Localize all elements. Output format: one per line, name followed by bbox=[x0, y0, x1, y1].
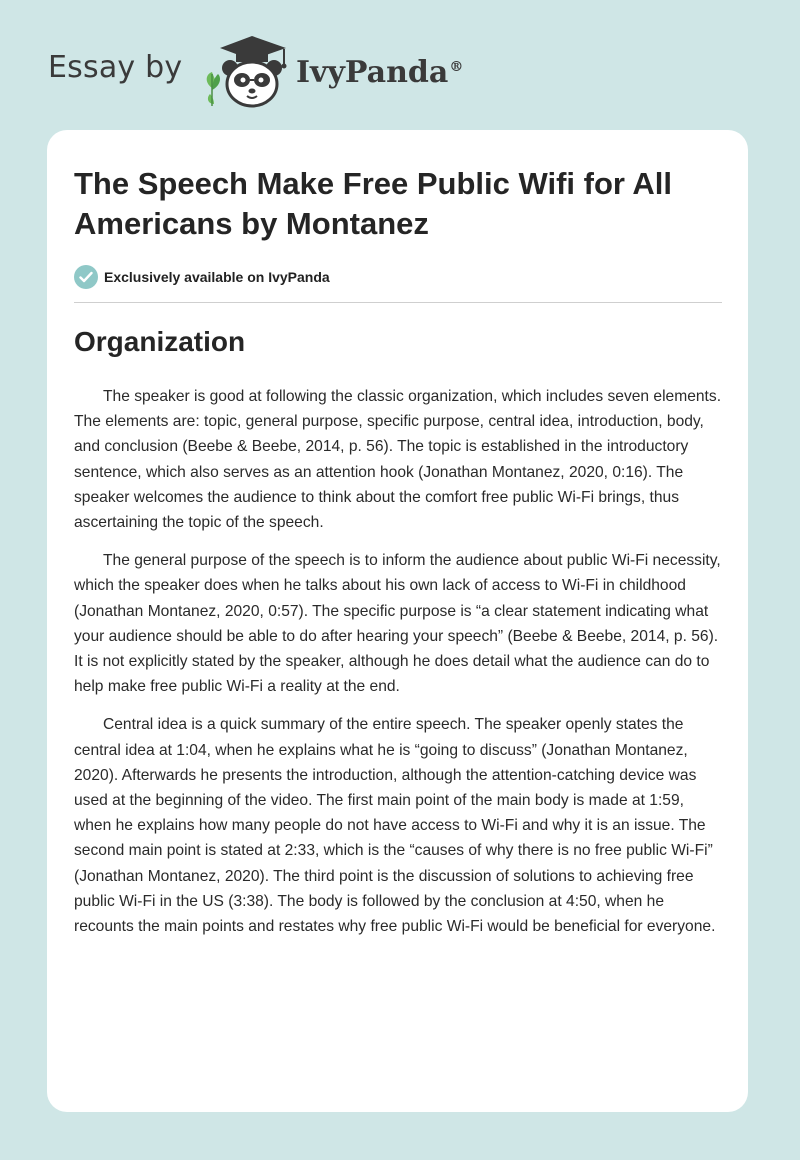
ivy-leaf-icon bbox=[207, 72, 220, 106]
paragraph: The speaker is good at following the classic organization, which includes seven elements. The elements are: topic, general purpose, specific purpose, central idea, introduction, body, and conclusion (Beebe & Beebe, 2014, p. 56). The topic is established in the introductory sentence, which also serves as an attention hook (Jonathan Montanez, 2020, 0:16). The speaker welcomes the audience to think about the comfort free public Wi-Fi brings, thus ascertaining the topic of the speech. bbox=[74, 388, 722, 532]
brand-name-text: IvyPanda bbox=[296, 55, 449, 90]
panda-graduate-icon[interactable] bbox=[200, 30, 295, 110]
essay-card bbox=[47, 130, 748, 1112]
essay-by-label: Essay by bbox=[48, 50, 183, 85]
registered-mark: ® bbox=[449, 59, 464, 75]
exclusive-badge bbox=[74, 264, 330, 290]
section-heading: Organization bbox=[74, 326, 246, 357]
divider bbox=[74, 302, 722, 303]
brand-name[interactable] bbox=[296, 55, 463, 90]
check-icon bbox=[74, 265, 98, 289]
paragraph: The general purpose of the speech is to inform the audience about public Wi-Fi necessity, which the speaker does when he talks about his own lack of access to Wi-Fi in childhood (Jonathan Montanez, 2020, 0:57). The specific purpose is “a clear statement indicating what your audience should be able to do after hearing your speech” (Beebe & Beebe, 2014, p. 56). It is not explicitly stated by the speaker, although he does detail what the audience can do to help make free public Wi-Fi a reality at the end. bbox=[74, 552, 721, 696]
exclusive-label: Exclusively available on IvyPanda bbox=[104, 269, 330, 285]
site-header bbox=[0, 0, 800, 125]
essay-title: The Speech Make Free Public Wifi for All Americans by Montanez bbox=[74, 166, 673, 241]
paragraph: Central idea is a quick summary of the entire speech. The speaker openly states the central idea at 1:04, when he explains what he is “going to discuss” (Jonathan Montanez, 2020). Afterwards he presents the introduction, although the attention-catching device was used at the beginning of the video. The first main point of the main body is made at 1:59, when he explains how many people do not have access to Wi-Fi and why it is an issue. The second main point is stated at 2:33, which is the “causes of why there is no free public Wi-Fi” (Jonathan Montanez, 2020). The third point is the discussion of solutions to achieving free public Wi-Fi in the US (3:38). The body is followed by the conclusion at 4:50, when he recounts the main points and restates why free public Wi-Fi would be beneficial for everyone. bbox=[74, 716, 716, 936]
essay-body bbox=[74, 384, 722, 952]
